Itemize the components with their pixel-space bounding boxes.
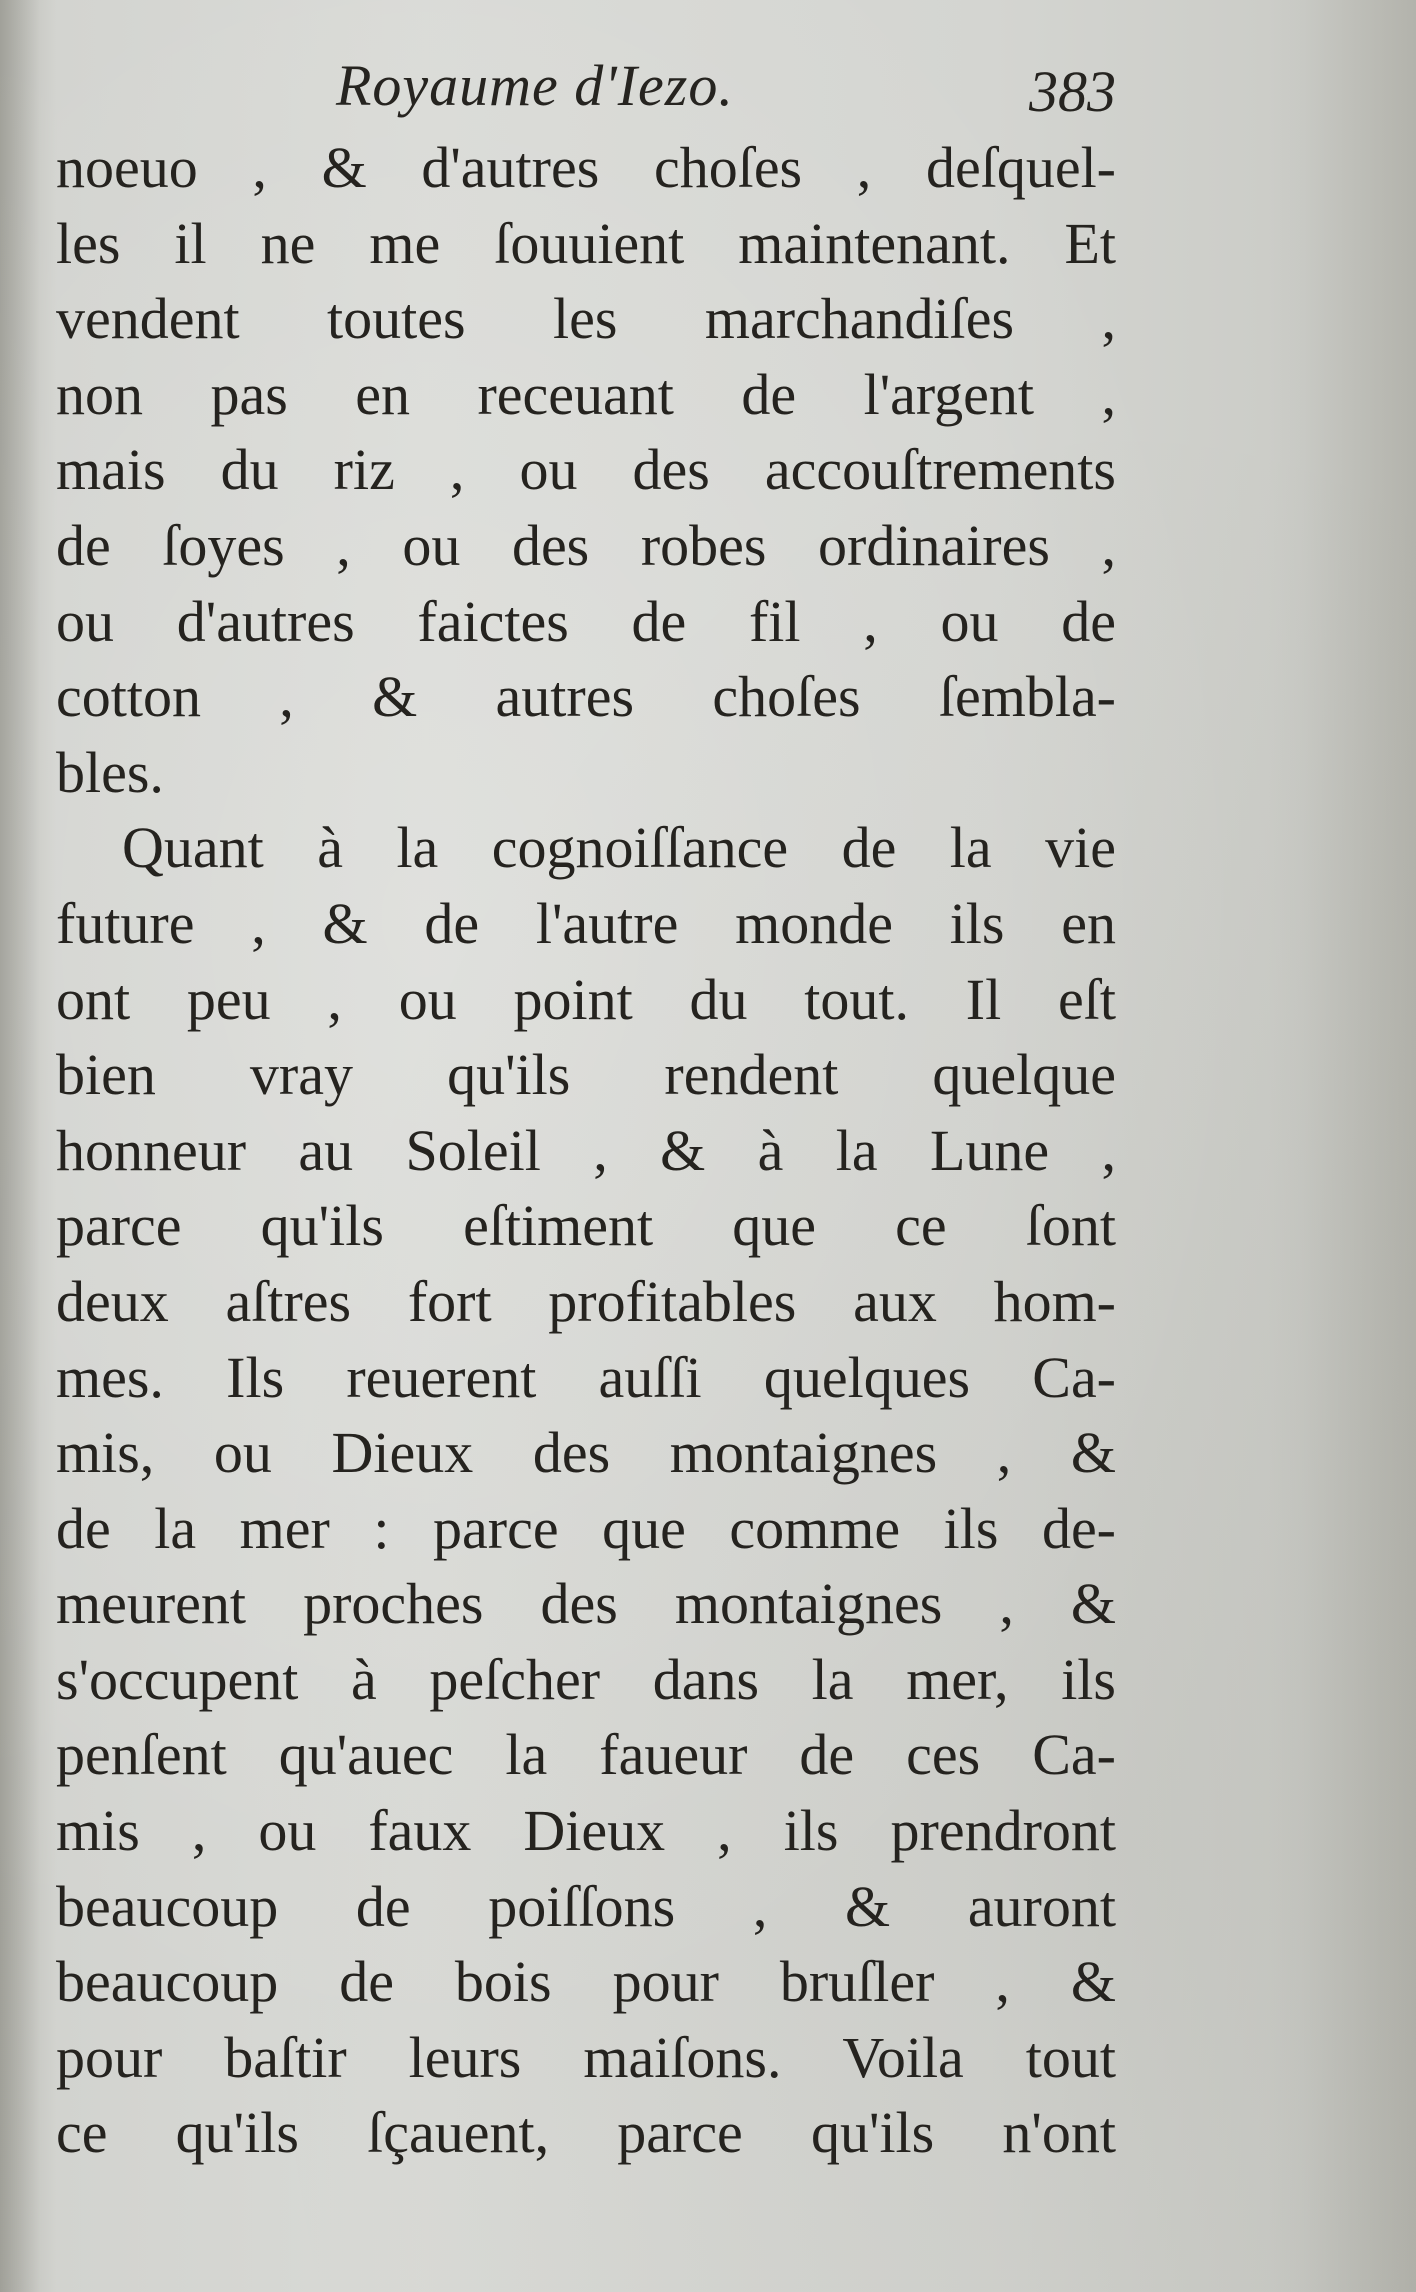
text-line: pour baſtir leurs maiſons. Voila tout [56, 2024, 1116, 2090]
text-line: les il ne me ſouuient maintenant. Et [56, 210, 1116, 276]
page-number: 383 [1029, 59, 1116, 124]
text-line: ce qu'ils ſçauent, parce qu'ils n'ont [56, 2100, 1116, 2166]
body-text [56, 130, 1116, 2171]
page-header [56, 52, 1116, 142]
text-line: ont peu , ou point du tout. Il eſt [56, 966, 1116, 1032]
paragraph [56, 810, 1116, 2171]
text-line: de ſoyes , ou des robes ordinaires , [56, 512, 1116, 578]
text-line: penſent qu'auec la faueur de ces Ca- [56, 1722, 1116, 1788]
text-line: s'occupent à peſcher dans la mer, ils [56, 1646, 1116, 1712]
text-line: cotton , & autres choſes ſembla- [56, 664, 1116, 730]
text-line: mes. Ils reuerent auſſi quelques Ca- [56, 1344, 1116, 1410]
running-title: Royaume d'Iezo. [336, 53, 734, 118]
text-line: vendent toutes les marchandiſes , [56, 286, 1116, 352]
text-line: honneur au Soleil , & à la Lune , [56, 1117, 1116, 1183]
text-line: mais du riz , ou des accouſtrements [56, 437, 1116, 503]
text-line: deux aſtres fort profitables aux hom- [56, 1268, 1116, 1334]
text-line: de la mer : parce que comme ils de- [56, 1495, 1116, 1561]
text-line: Quant à la cognoiſſance de la vie [122, 815, 1116, 881]
text-line: non pas en receuant de l'argent , [56, 361, 1116, 427]
text-line: mis , ou faux Dieux , ils prendront [56, 1798, 1116, 1864]
text-line: future , & de l'autre monde ils en [56, 890, 1116, 956]
page-gutter-shadow [0, 0, 40, 2292]
text-line: noeuo , & d'autres choſes , deſquel- [56, 135, 1116, 200]
text-line: meurent proches des montaignes , & [56, 1571, 1116, 1637]
text-line: beaucoup de poiſſons , & auront [56, 1873, 1116, 1939]
text-line: ou d'autres faictes de fil , ou de [56, 588, 1116, 654]
text-line: parce qu'ils eſtiment que ce ſont [56, 1193, 1116, 1259]
text-line: beaucoup de bois pour bruſler , & [56, 1949, 1116, 2015]
text-line: bien vray qu'ils rendent quelque [56, 1042, 1116, 1108]
text-line: mis, ou Dieux des montaignes , & [56, 1420, 1116, 1486]
page-edge-shadow [1266, 0, 1416, 2292]
text-line: bles. [56, 739, 164, 805]
paragraph [56, 130, 1116, 810]
